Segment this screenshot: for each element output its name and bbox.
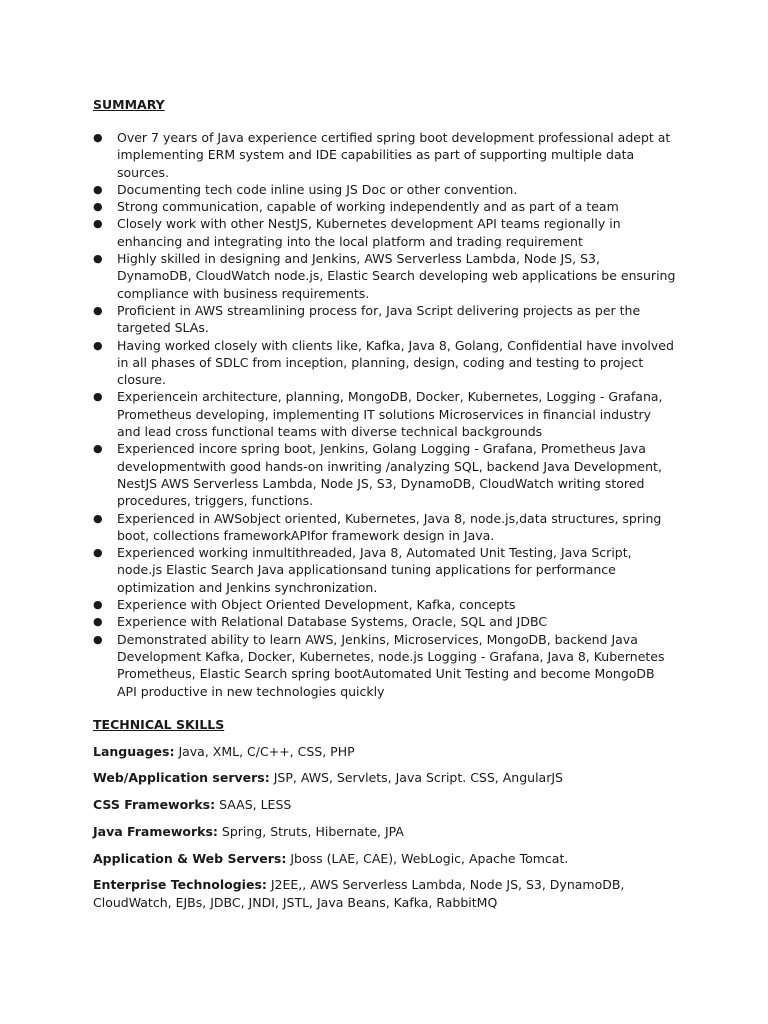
bullet-icon: ● bbox=[93, 546, 103, 560]
summary-item-text: Documenting tech code inline using JS Doc or other convention. bbox=[117, 181, 518, 197]
bullet-icon: ● bbox=[93, 252, 103, 266]
summary-heading: SUMMARY bbox=[93, 97, 165, 112]
summary-item-text: Highly skilled in designing and Jenkins, AWS Serverless Lambda, Node JS, S3, DynamoDB, CloudWatch node.js, Elastic Search developing web applications be ensuring compliance with business requirements. bbox=[117, 251, 676, 301]
bullet-icon: ● bbox=[93, 217, 103, 231]
summary-item-text: Demonstrated ability to learn AWS, Jenkins, Microservices, MongoDB, backend Java Development Kafka, Docker, Kubernetes, node.js Logging - Grafana, Java 8, Kubernetes Prometheus, Elastic Search spring bootAutomated Unit Testing and become MongoDB API productive in new technologies quickly bbox=[117, 631, 665, 699]
list-item bbox=[93, 250, 678, 302]
list-item bbox=[93, 440, 678, 509]
summary-item-text: Experience with Relational Database Systems, Oracle, SQL and JDBC bbox=[117, 614, 548, 630]
skill-value: Spring, Struts, Hibernate, JPA bbox=[221, 823, 404, 839]
bullet-icon: ● bbox=[93, 338, 103, 352]
technical-skills-heading: TECHNICAL SKILLS bbox=[93, 716, 225, 732]
list-item bbox=[93, 215, 678, 250]
skill-row-application-web-servers bbox=[93, 850, 678, 867]
bullet-icon: ● bbox=[93, 131, 103, 144]
skill-value: Jboss (LAE, CAE), WebLogic, Apache Tomcat. bbox=[290, 850, 569, 866]
skill-label: Languages: bbox=[93, 743, 175, 759]
skill-row-enterprise-technologies bbox=[93, 876, 678, 911]
bullet-icon: ● bbox=[93, 615, 103, 629]
bullet-icon: ● bbox=[93, 511, 103, 525]
summary-item-text: Experience with Object Oriented Development, Kafka, concepts bbox=[117, 597, 516, 613]
list-item bbox=[93, 544, 678, 596]
skill-label: CSS Frameworks: bbox=[93, 797, 216, 813]
bullet-icon: ● bbox=[93, 182, 103, 196]
summary-item-text: Experienced in AWSobject oriented, Kubernetes, Java 8, node.js,data structures, spring boot, collections frameworkAPIfor framework design in Java. bbox=[117, 510, 662, 543]
summary-item-text: Strong communication, capable of working independently and as part of a team bbox=[117, 199, 619, 215]
list-item bbox=[93, 631, 678, 700]
skill-value: SAAS, LESS bbox=[219, 797, 292, 813]
skill-label: Web/Application servers: bbox=[93, 770, 270, 786]
bullet-icon: ● bbox=[93, 442, 103, 456]
list-item bbox=[93, 337, 678, 389]
skill-row-languages bbox=[93, 743, 678, 760]
list-item bbox=[93, 510, 678, 545]
summary-item-text: Experiencein architecture, planning, MongoDB, Docker, Kubernetes, Logging - Grafana, Prometheus developing, implementing IT solutions Microservices in financial industry and lead cross functional teams with diverse technical backgrounds bbox=[117, 389, 663, 440]
list-item bbox=[93, 198, 678, 215]
list-item bbox=[93, 181, 678, 198]
skill-row-css-frameworks bbox=[93, 796, 678, 813]
skill-value: Java, XML, C/C++, CSS, PHP bbox=[178, 743, 355, 759]
skill-value: J2EE,, AWS Serverless Lambda, Node JS, S3, DynamoDB, CloudWatch, EJBs, JDBC, JNDI, JSTL, Java Beans, Kafka, RabbitMQ bbox=[93, 877, 625, 910]
skill-row-java-frameworks bbox=[93, 823, 678, 840]
list-item bbox=[93, 596, 678, 613]
summary-item-text: Having worked closely with clients like, Kafka, Java 8, Golang, Confidential have involved in all phases of SDLC from inception, planning, design, coding and testing to project closure. bbox=[117, 337, 674, 388]
summary-item-text: Closely work with other NestJS, Kubernetes development API teams regionally in enhancing and integrating into the local platform and trading requirement bbox=[117, 216, 621, 249]
summary-item-text: Experienced working inmultithreaded, Java 8, Automated Unit Testing, Java Script, node.js Elastic Search Java applicationsand tuning applications for performance optimization and Jenkins synchronization. bbox=[117, 545, 632, 595]
summary-item-text: Proficient in AWS streamlining process for, Java Script delivering projects as per the targeted SLAs. bbox=[117, 302, 641, 336]
bullet-icon: ● bbox=[93, 598, 103, 612]
skill-label: Java Frameworks: bbox=[93, 823, 218, 839]
list-item bbox=[93, 613, 678, 630]
list-item bbox=[93, 388, 678, 440]
bullet-icon: ● bbox=[93, 390, 103, 404]
summary-list bbox=[93, 129, 678, 700]
list-item bbox=[93, 302, 678, 337]
summary-item-text: Over 7 years of Java experience certified spring boot development professional adept at implementing ERM system and IDE capabilities as part of supporting multiple data sources. bbox=[117, 130, 671, 180]
bullet-icon: ● bbox=[93, 303, 103, 317]
bullet-icon: ● bbox=[93, 632, 103, 646]
skill-label: Application & Web Servers: bbox=[93, 850, 287, 866]
skill-value: JSP, AWS, Servlets, Java Script. CSS, AngularJS bbox=[273, 770, 563, 786]
summary-item-text: Experienced incore spring boot, Jenkins, Golang Logging - Grafana, Prometheus Java developmentwith good hands-on inwriting /analyzing SQL, backend Java Development, NestJS AWS Serverless Lambda, Node JS, S3, DynamoDB, CloudWatch writing stored procedures, triggers, functions. bbox=[117, 441, 662, 509]
skill-row-web-application-servers bbox=[93, 769, 678, 786]
bullet-icon: ● bbox=[93, 200, 103, 214]
technical-skills-list bbox=[93, 743, 678, 911]
list-item bbox=[93, 129, 678, 181]
skill-label: Enterprise Technologies: bbox=[93, 877, 267, 893]
